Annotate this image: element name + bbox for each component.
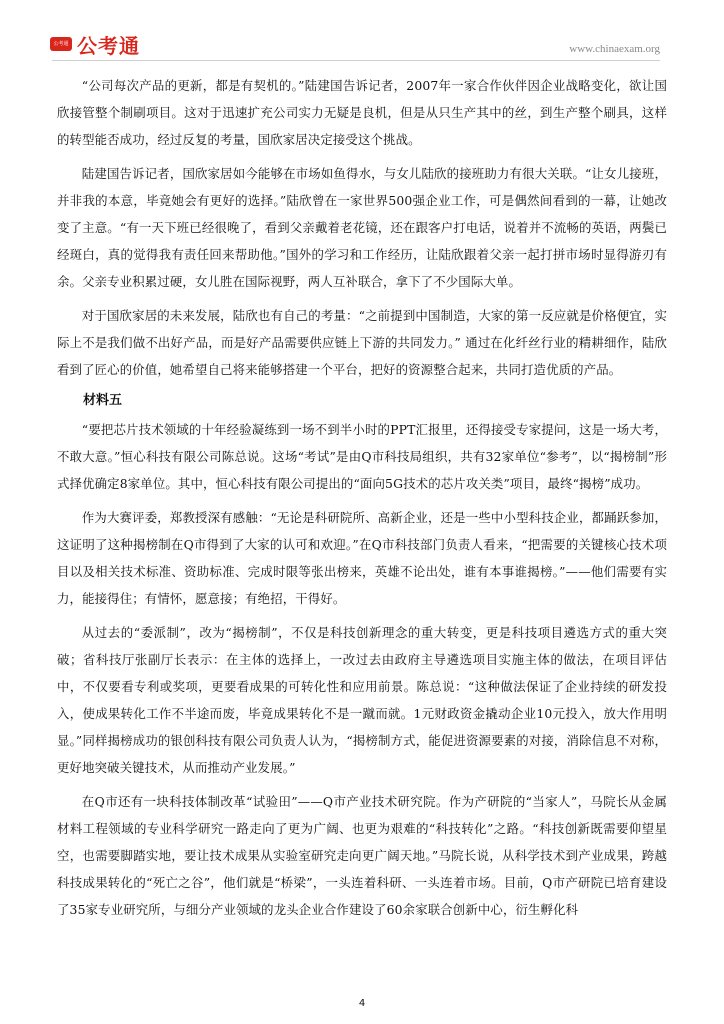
logo-text: 公考通 [77, 34, 140, 58]
paragraph: 对于国欣家居的未来发展，陆欣也有自己的考量：“之前提到中国制造，大家的第一反应就是价格便宜，实际上不是我们做不出好产品，而是好产品需要供应链上下游的共同发力。” 通过在化纤丝行业的精耕细作，陆欣看到了匠心的价值，她希望自己将来能够搭建一个平台，把好的资源整合起来，共同打造优质的产品。 [57, 308, 667, 377]
paragraph: 作为大赛评委，郑教授深有感触：“无论是科研院所、高新企业，还是一些中小型科技企业，都踊跃参加，这证明了这种揭榜制在Q市得到了大家的认可和欢迎。”在Q市科技部门负责人看来，“把需要的关键核心技术项目以及相关技术标准、资助标准、完成时限等张出榜来，英雄不论出处，谁有本事谁揭榜。”——他们需要有实力，能接得住；有情怀，愿意接；有绝招，干得好。 [57, 510, 667, 606]
site-url[interactable]: www.chinaexam.org [569, 43, 660, 55]
page-header [0, 0, 724, 64]
logo-badge: 公考通 [50, 37, 72, 51]
header-divider [52, 60, 660, 61]
paragraph: 在Q市还有一块科技体制改革“试验田”——Q市产业技术研究院。作为产研院的“当家人”，马院长从金属材料工程领域的专业科学研究一路走向了更为广阔、也更为艰难的“科技转化”之路。“科技创新既需要仰望星空，也需要脚踏实地，要让技术成果从实验室研究走向更广阔天地。”马院长说，从科学技术到产业成果，跨越科技成果转化的“死亡之谷”，他们就是“桥梁”，一头连着科研、一头连着市场。目前，Q市产研院已培育建设了35家专业研究所，与细分产业领域的龙头企业合作建设了60余家联合创新中心，衍生孵化科 [57, 794, 667, 917]
paragraph: “公司每次产品的更新，都是有契机的。”陆建国告诉记者，2007年一家合作伙伴因企业战略变化，欲让国欣接管整个制刷项目。这对于迅速扩充公司实力无疑是良机，但是从只生产其中的丝，到生产整个刷具，这样的转型能否成功，经过反复的考量，国欣家居决定接受这个挑战。 [57, 78, 667, 147]
paragraph: 从过去的“委派制”，改为“揭榜制”，不仅是科技创新理念的重大转变，更是科技项目遴选方式的重大突破；省科技厅张副厅长表示：在主体的选择上，一改过去由政府主导遴选项目实施主体的做法，在项目评估中，不仅要看专利或奖项，更要看成果的可转化性和应用前景。陈总说：“这种做法保证了企业持续的研发投入，使成果转化工作不半途而废，毕竟成果转化不是一蹴而就。1元财政资金撬动企业10元投入，放大作用明显。”同样揭榜成功的银创科技有限公司负责人认为，“揭榜制方式，能促进资源要素的对接，消除信息不对称，更好地突破关键技术，从而推动产业发展。” [57, 625, 667, 775]
paragraph: “要把芯片技术领域的十年经验凝练到一场不到半小时的PPT汇报里，还得接受专家提问，这是一场大考，不敢大意。”恒心科技有限公司陈总说。这场“考试”是由Q市科技局组织，共有32家单位“参考”，以“揭榜制”形式择优确定8家单位。其中，恒心科技有限公司提出的“面向5G技术的芯片攻关类”项目，最终“揭榜”成功。 [57, 422, 667, 491]
document-body [57, 72, 667, 923]
section-title: 材料五 [83, 393, 123, 408]
paragraph: 陆建国告诉记者，国欣家居如今能够在市场如鱼得水，与女儿陆欣的接班助力有很大关联。“让女儿接班，并非我的本意，毕竟她会有更好的选择。”陆欣曾在一家世界500强企业工作，可是偶然间看到的一幕，让她改变了主意。“有一天下班已经很晚了，看到父亲戴着老花镜，还在跟客户打电话，说着并不流畅的英语，两鬓已经斑白，真的觉得我有责任回来帮助他。”国外的学习和工作经历，让陆欣跟着父亲一起打拼市场时显得游刃有余。父亲专业积累过硬，女儿胜在国际视野，两人互补联合，拿下了不少国际大单。 [57, 166, 667, 289]
page-number: 4 [358, 998, 366, 1009]
